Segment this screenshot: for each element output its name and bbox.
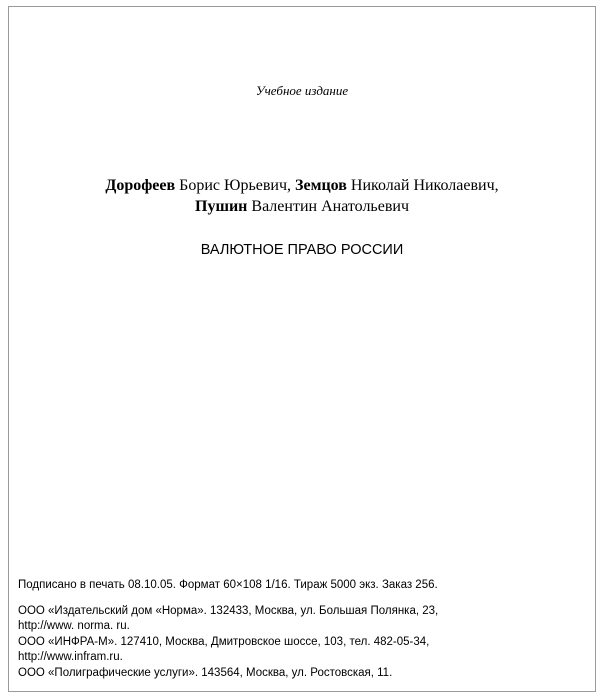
imprint-spacer (18, 594, 578, 604)
publisher-line: http://www.infram.ru. (18, 651, 123, 663)
author-surname: Дорофеев (105, 177, 176, 194)
author-surname: Земцов (295, 177, 347, 194)
publisher-line: ООО «ИНФРА-М». 127410, Москва, Дмитровское шоссе, 103, тел. 482-05-34, (18, 635, 430, 648)
publisher-line: http://www. norma. ru. (18, 620, 130, 632)
author-surname: Пушин (195, 198, 248, 215)
authors-line-2 (9, 196, 595, 217)
imprint-block (18, 578, 578, 681)
print-info: Подписано в печать 08.10.05. Формат 60×108 1/16. Тираж 5000 экз. Заказ 256. (18, 579, 438, 591)
authors-block (9, 175, 595, 217)
author-given-names: Валентин Анатольевич (251, 198, 409, 215)
author-given-names: Борис Юрьевич, (179, 177, 292, 194)
document-page (8, 6, 596, 692)
publisher-line: ООО «Полиграфические услуги». 143564, Москва, ул. Ростовская, 11. (18, 666, 393, 679)
edition-type: Учебное издание (255, 83, 349, 98)
publisher-line: ООО «Издательский дом «Норма». 132433, Москва, ул. Большая Полянка, 23, (18, 604, 439, 617)
book-title: ВАЛЮТНОЕ ПРАВО РОССИИ (200, 242, 404, 258)
authors-line-1 (9, 175, 595, 196)
author-given-names: Николай Николаевич, (350, 177, 499, 194)
